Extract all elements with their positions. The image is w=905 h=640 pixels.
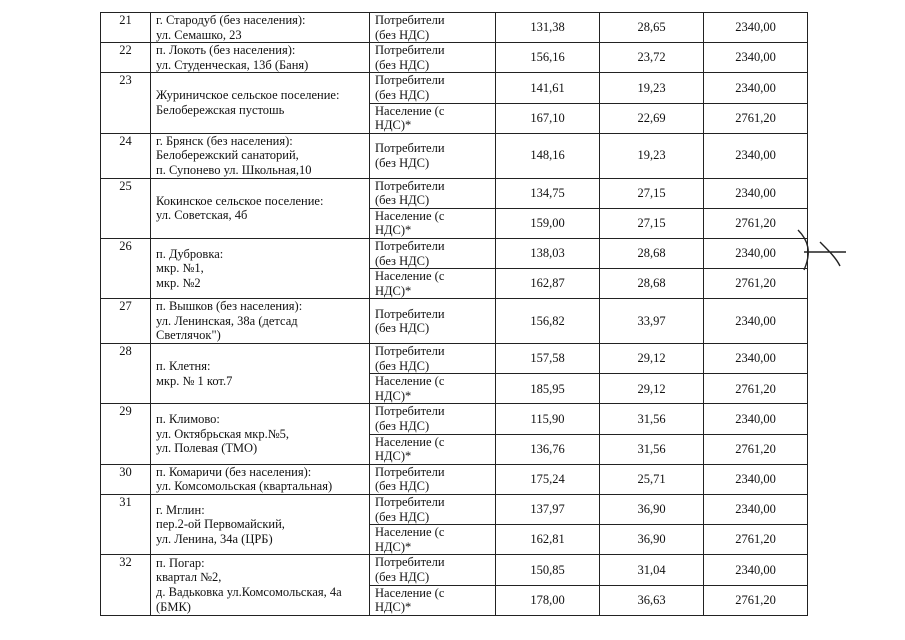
value-a-cell: 138,03 [496, 238, 600, 268]
value-b-cell: 27,15 [600, 208, 704, 238]
consumer-group-cell: Потребители (без НДС) [370, 495, 496, 525]
value-c-cell: 2340,00 [704, 344, 808, 374]
table-row [101, 73, 808, 103]
address-cell: г. Стародуб (без населения): ул. Семашко, 23 [151, 13, 370, 43]
table-row [101, 464, 808, 494]
value-c-cell: 2761,20 [704, 434, 808, 464]
row-number: 30 [101, 464, 151, 494]
value-b-cell: 25,71 [600, 464, 704, 494]
value-a-cell: 131,38 [496, 13, 600, 43]
value-c-cell: 2340,00 [704, 43, 808, 73]
row-number: 25 [101, 178, 151, 238]
value-c-cell: 2340,00 [704, 299, 808, 344]
value-a-cell: 159,00 [496, 208, 600, 238]
table-row [101, 404, 808, 434]
value-a-cell: 162,81 [496, 525, 600, 555]
consumer-group-cell: Население (с НДС)* [370, 208, 496, 238]
address-cell: г. Брянск (без населения): Белобережский санаторий, п. Супонево ул. Школьная,10 [151, 133, 370, 178]
consumer-group-cell: Потребители (без НДС) [370, 178, 496, 208]
value-b-cell: 28,65 [600, 13, 704, 43]
value-c-cell: 2340,00 [704, 178, 808, 208]
value-b-cell: 31,56 [600, 434, 704, 464]
consumer-group-cell: Население (с НДС)* [370, 585, 496, 615]
value-a-cell: 136,76 [496, 434, 600, 464]
table-row [101, 555, 808, 585]
value-c-cell: 2761,20 [704, 269, 808, 299]
consumer-group-cell: Потребители (без НДС) [370, 464, 496, 494]
address-cell: п. Комаричи (без населения): ул. Комсомольская (квартальная) [151, 464, 370, 494]
value-b-cell: 36,90 [600, 495, 704, 525]
value-a-cell: 134,75 [496, 178, 600, 208]
table-row [101, 344, 808, 374]
table-row [101, 133, 808, 178]
row-number: 28 [101, 344, 151, 404]
value-a-cell: 185,95 [496, 374, 600, 404]
consumer-group-cell: Потребители (без НДС) [370, 344, 496, 374]
consumer-group-cell: Население (с НДС)* [370, 525, 496, 555]
value-b-cell: 19,23 [600, 73, 704, 103]
row-number: 21 [101, 13, 151, 43]
value-b-cell: 29,12 [600, 344, 704, 374]
table-row [101, 495, 808, 525]
value-b-cell: 19,23 [600, 133, 704, 178]
row-number: 22 [101, 43, 151, 73]
consumer-group-cell: Потребители (без НДС) [370, 299, 496, 344]
value-a-cell: 148,16 [496, 133, 600, 178]
value-c-cell: 2340,00 [704, 238, 808, 268]
value-a-cell: 178,00 [496, 585, 600, 615]
value-b-cell: 28,68 [600, 238, 704, 268]
row-number: 32 [101, 555, 151, 615]
value-c-cell: 2761,20 [704, 374, 808, 404]
value-c-cell: 2340,00 [704, 404, 808, 434]
consumer-group-cell: Потребители (без НДС) [370, 73, 496, 103]
table-row [101, 238, 808, 268]
consumer-group-cell: Потребители (без НДС) [370, 555, 496, 585]
value-c-cell: 2340,00 [704, 495, 808, 525]
value-a-cell: 157,58 [496, 344, 600, 374]
row-number: 24 [101, 133, 151, 178]
table-row [101, 43, 808, 73]
value-c-cell: 2761,20 [704, 585, 808, 615]
value-a-cell: 156,82 [496, 299, 600, 344]
consumer-group-cell: Население (с НДС)* [370, 374, 496, 404]
consumer-group-cell: Потребители (без НДС) [370, 13, 496, 43]
consumer-group-cell: Потребители (без НДС) [370, 404, 496, 434]
value-c-cell: 2340,00 [704, 73, 808, 103]
handwritten-mark [790, 222, 850, 282]
row-number: 23 [101, 73, 151, 133]
value-b-cell: 28,68 [600, 269, 704, 299]
table-row [101, 178, 808, 208]
table-row [101, 299, 808, 344]
consumer-group-cell: Население (с НДС)* [370, 103, 496, 133]
value-b-cell: 36,90 [600, 525, 704, 555]
value-a-cell: 137,97 [496, 495, 600, 525]
value-a-cell: 115,90 [496, 404, 600, 434]
value-b-cell: 23,72 [600, 43, 704, 73]
value-b-cell: 33,97 [600, 299, 704, 344]
tariff-table-body [101, 13, 808, 616]
address-cell: п. Клетня: мкр. № 1 кот.7 [151, 344, 370, 404]
value-c-cell: 2340,00 [704, 13, 808, 43]
consumer-group-cell: Население (с НДС)* [370, 434, 496, 464]
address-cell: г. Мглин: пер.2-ой Первомайский, ул. Ленина, 34а (ЦРБ) [151, 495, 370, 555]
address-cell: п. Погар: квартал №2, д. Вадьковка ул.Комсомольская, 4а (БМК) [151, 555, 370, 615]
row-number: 29 [101, 404, 151, 464]
consumer-group-cell: Потребители (без НДС) [370, 238, 496, 268]
address-cell: п. Дубровка: мкр. №1, мкр. №2 [151, 238, 370, 298]
address-cell: п. Климово: ул. Октябрьская мкр.№5, ул. Полевая (ТМО) [151, 404, 370, 464]
value-b-cell: 31,04 [600, 555, 704, 585]
value-b-cell: 29,12 [600, 374, 704, 404]
row-number: 31 [101, 495, 151, 555]
consumer-group-cell: Потребители (без НДС) [370, 43, 496, 73]
value-c-cell: 2761,20 [704, 208, 808, 238]
tariff-table [100, 12, 808, 616]
consumer-group-cell: Население (с НДС)* [370, 269, 496, 299]
address-cell: Кокинское сельское поселение: ул. Советская, 4б [151, 178, 370, 238]
value-c-cell: 2340,00 [704, 464, 808, 494]
value-b-cell: 22,69 [600, 103, 704, 133]
value-c-cell: 2340,00 [704, 555, 808, 585]
value-c-cell: 2340,00 [704, 133, 808, 178]
value-a-cell: 167,10 [496, 103, 600, 133]
value-a-cell: 162,87 [496, 269, 600, 299]
value-b-cell: 31,56 [600, 404, 704, 434]
row-number: 27 [101, 299, 151, 344]
value-c-cell: 2761,20 [704, 103, 808, 133]
address-cell: Журиничское сельское поселение: Белобережская пустошь [151, 73, 370, 133]
address-cell: п. Локоть (без населения): ул. Студенческая, 13б (Баня) [151, 43, 370, 73]
value-a-cell: 156,16 [496, 43, 600, 73]
value-b-cell: 36,63 [600, 585, 704, 615]
value-c-cell: 2761,20 [704, 525, 808, 555]
value-a-cell: 150,85 [496, 555, 600, 585]
table-row [101, 13, 808, 43]
value-a-cell: 141,61 [496, 73, 600, 103]
row-number: 26 [101, 238, 151, 298]
value-a-cell: 175,24 [496, 464, 600, 494]
consumer-group-cell: Потребители (без НДС) [370, 133, 496, 178]
value-b-cell: 27,15 [600, 178, 704, 208]
address-cell: п. Вышков (без населения): ул. Ленинская, 38а (детсад Светлячок") [151, 299, 370, 344]
